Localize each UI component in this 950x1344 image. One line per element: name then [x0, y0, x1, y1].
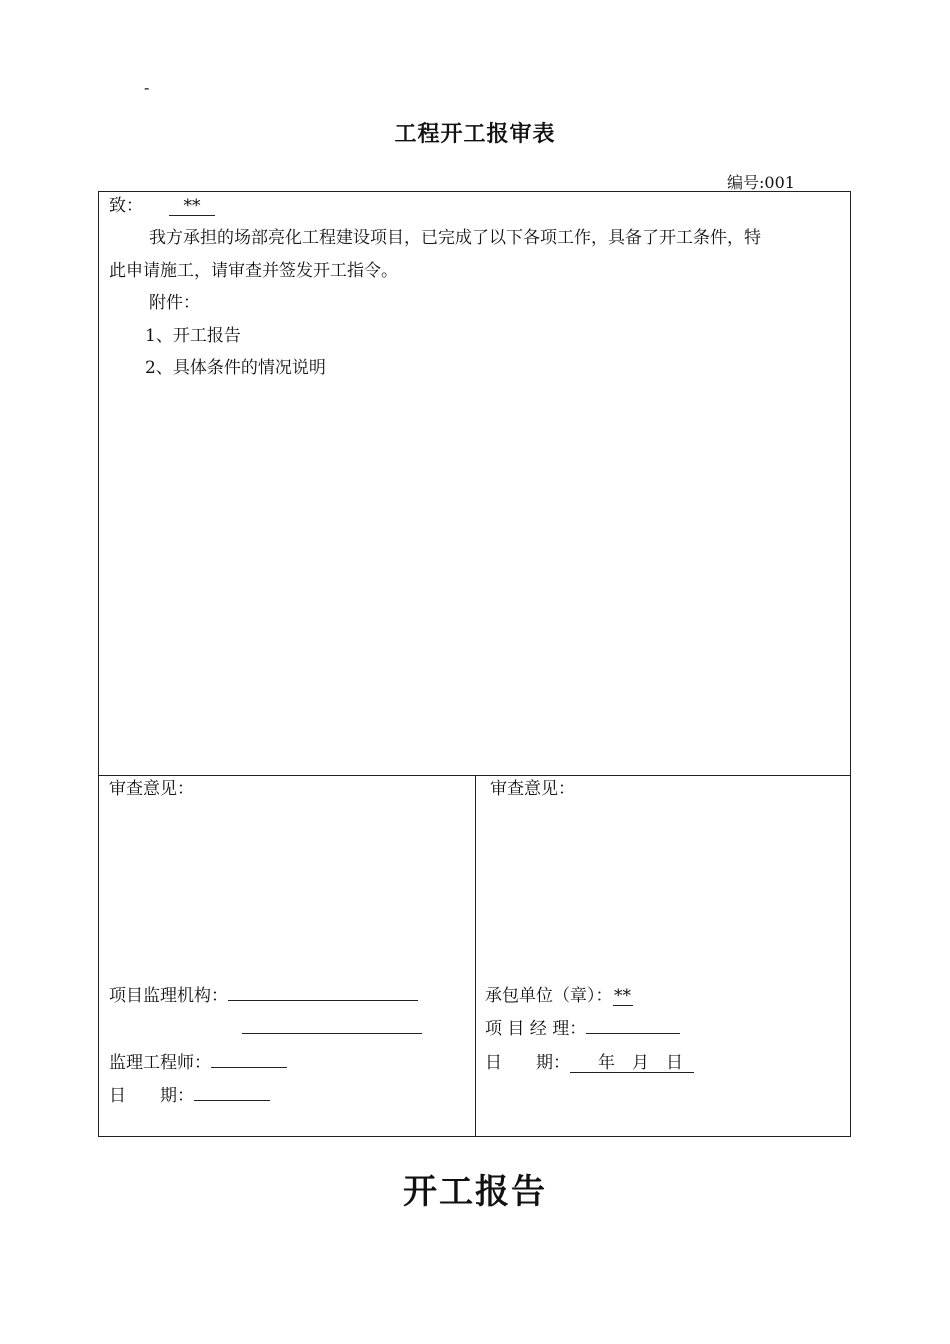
application-body-line-1: 我方承担的场部亮化工程建设项目，已完成了以下各项工作，具备了开工条件，特 — [149, 228, 761, 248]
contractor-manager-line — [485, 1018, 680, 1040]
contractor-review-label: 审查意见： — [490, 779, 575, 799]
supervisor-agency-blank — [228, 1000, 418, 1001]
approval-form — [98, 191, 851, 1137]
supervisor-review-section — [99, 775, 476, 1136]
contractor-date-label: 日 期： — [485, 1053, 570, 1073]
contractor-unit-label: 承包单位（章）： — [485, 986, 613, 1006]
attachment-item-2: 2、具体条件的情况说明 — [145, 358, 326, 378]
contractor-unit-line — [485, 985, 633, 1007]
supervisor-engineer-blank — [211, 1067, 287, 1068]
contractor-unit-value: ** — [614, 986, 631, 1006]
supervisor-date-line — [109, 1085, 270, 1107]
contractor-review-section — [476, 775, 850, 1136]
addressee-label: 致： — [109, 196, 143, 216]
serial-number — [727, 170, 795, 193]
serial-label: 编号: — [727, 173, 765, 192]
supervisor-engineer-line — [109, 1052, 287, 1074]
attachment-item-1: 1、开工报告 — [145, 326, 241, 346]
supervisor-agency-blank-2 — [242, 1033, 422, 1034]
supervisor-agency-label: 项目监理机构： — [109, 986, 228, 1006]
supervisor-agency-line — [109, 985, 418, 1007]
report-title: 开工报告 — [403, 1172, 547, 1212]
contractor-date-value: 年 月 日 — [570, 1054, 694, 1073]
supervisor-agency-second-line — [242, 1018, 422, 1040]
form-title: 工程开工报审表 — [394, 121, 556, 147]
contractor-manager-blank — [586, 1033, 680, 1034]
application-section — [99, 192, 850, 776]
contractor-manager-label: 项 目 经 理： — [485, 1019, 587, 1039]
header-dash: - — [144, 78, 150, 97]
supervisor-date-blank — [194, 1100, 270, 1101]
contractor-date-line — [485, 1052, 694, 1074]
attachments-label: 附件： — [149, 293, 200, 313]
addressee-line — [109, 195, 215, 217]
application-body-line-2: 此申请施工，请审查并签发开工指令。 — [109, 261, 398, 281]
supervisor-review-label: 审查意见： — [109, 779, 194, 799]
addressee-value: ** — [169, 197, 215, 216]
supervisor-engineer-label: 监理工程师： — [109, 1053, 211, 1073]
supervisor-date-label: 日 期： — [109, 1086, 194, 1106]
serial-value: 001 — [764, 173, 795, 192]
